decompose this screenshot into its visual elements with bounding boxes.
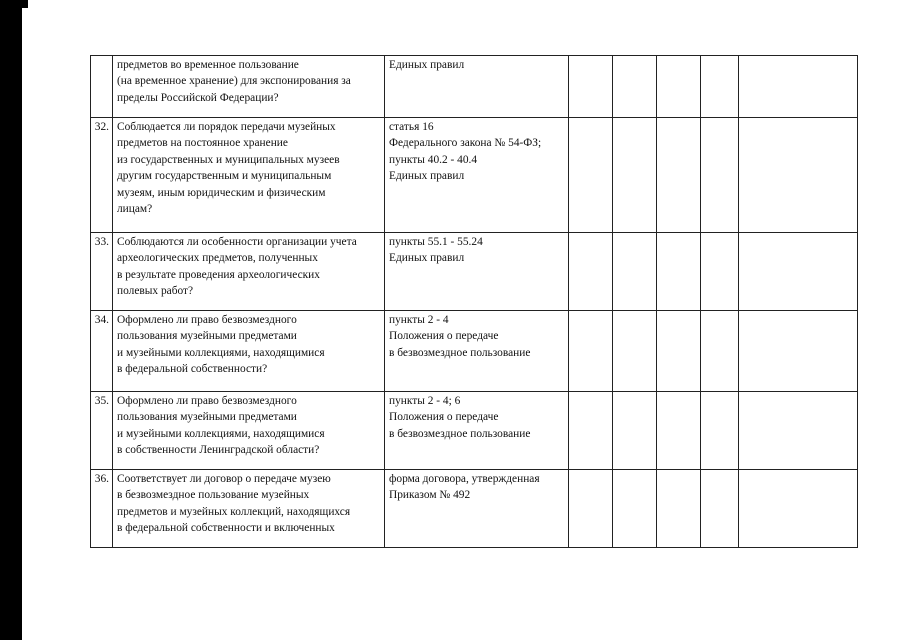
answer-cell [657,233,701,311]
answer-cell [657,470,701,548]
question-line: пользования музейными предметами [117,411,297,424]
reference-cell [385,392,569,470]
question-line: Соблюдаются ли особенности организации учета [117,236,357,248]
note-cell [739,118,858,233]
reference-cell [385,56,569,118]
row-number [91,56,113,118]
question-line: Соответствует ли договор о передаче музею [117,473,331,485]
row-number: 36. [91,470,113,548]
answer-cell [613,56,657,118]
question-line: в результате проведения археологических [117,268,320,281]
scan-black-border [0,0,22,640]
answer-cell [569,392,613,470]
question-line: предметов во временное пользование [117,59,299,71]
answer-cell [569,470,613,548]
question-line: Соблюдается ли порядок передачи музейных [117,121,336,133]
answer-cell [613,311,657,392]
answer-cell [569,311,613,392]
question-line: предметов и музейных коллекций, находящихся [117,505,351,518]
table-row [91,233,858,311]
note-cell [739,470,858,548]
reference-line: в безвозмездное пользование [389,427,531,440]
answer-cell [701,311,739,392]
table-row [91,56,858,118]
reference-line: Приказом № 492 [389,489,471,502]
reference-line: Положения о передаче [389,411,499,424]
question-line: и музейными коллекциями, находящимися [117,427,325,440]
reference-line: Единых правил [389,170,465,183]
reference-cell [385,311,569,392]
reference-cell [385,118,569,233]
question-line: в федеральной собственности? [117,363,268,376]
question-cell [113,233,385,311]
question-line: в безвозмездное пользование музейных [117,489,310,502]
reference-line: пункты 55.1 - 55.24 [389,236,483,248]
row-number: 32. [91,118,113,233]
answer-cell [701,56,739,118]
question-line: в собственности Ленинградской области? [117,444,320,457]
question-cell [113,118,385,233]
checklist-table [90,55,858,548]
reference-line: статья 16 [389,121,434,133]
table-row [91,392,858,470]
answer-cell [569,118,613,233]
question-line: пределы Российской Федерации? [117,91,279,104]
question-line: другим государственным и муниципальным [117,170,332,183]
reference-line: Единых правил [389,59,465,71]
checklist-body [91,56,858,548]
question-line: Оформлено ли право безвозмездного [117,395,297,407]
answer-cell [613,118,657,233]
row-number: 34. [91,311,113,392]
answer-cell [657,392,701,470]
reference-line: Федерального закона № 54-ФЗ; [389,137,542,150]
answer-cell [657,118,701,233]
table-row [91,311,858,392]
question-cell [113,470,385,548]
question-line: (на временное хранение) для экспонирования за [117,75,351,88]
reference-line: пункты 40.2 - 40.4 [389,153,478,166]
reference-line: Единых правил [389,252,465,265]
table-row [91,470,858,548]
scan-black-corner [22,0,28,8]
note-cell [739,392,858,470]
question-line: полевых работ? [117,285,194,298]
answer-cell [701,392,739,470]
reference-line: Положения о передаче [389,330,499,343]
reference-cell [385,470,569,548]
question-line: археологических предметов, полученных [117,252,318,265]
question-line: пользования музейными предметами [117,330,297,343]
answer-cell [569,233,613,311]
row-number: 35. [91,392,113,470]
note-cell [739,311,858,392]
answer-cell [701,470,739,548]
question-line: в федеральной собственности и включенных [117,522,335,535]
note-cell [739,56,858,118]
answer-cell [657,311,701,392]
reference-line: форма договора, утвержденная [389,473,540,485]
answer-cell [613,233,657,311]
answer-cell [613,470,657,548]
answer-cell [613,392,657,470]
reference-cell [385,233,569,311]
table-row [91,118,858,233]
note-cell [739,233,858,311]
reference-line: в безвозмездное пользование [389,346,531,359]
question-line: лицам? [117,203,153,216]
row-number: 33. [91,233,113,311]
question-line: и музейными коллекциями, находящимися [117,346,325,359]
reference-line: пункты 2 - 4; 6 [389,395,461,407]
answer-cell [701,118,739,233]
question-line: из государственных и муниципальных музеев [117,153,340,166]
question-cell [113,56,385,118]
reference-line: пункты 2 - 4 [389,314,449,326]
question-line: предметов на постоянное хранение [117,137,288,150]
question-cell [113,311,385,392]
answer-cell [569,56,613,118]
question-line: музеям, иным юридическим и физическим [117,186,326,199]
answer-cell [657,56,701,118]
question-line: Оформлено ли право безвозмездного [117,314,297,326]
answer-cell [701,233,739,311]
question-cell [113,392,385,470]
